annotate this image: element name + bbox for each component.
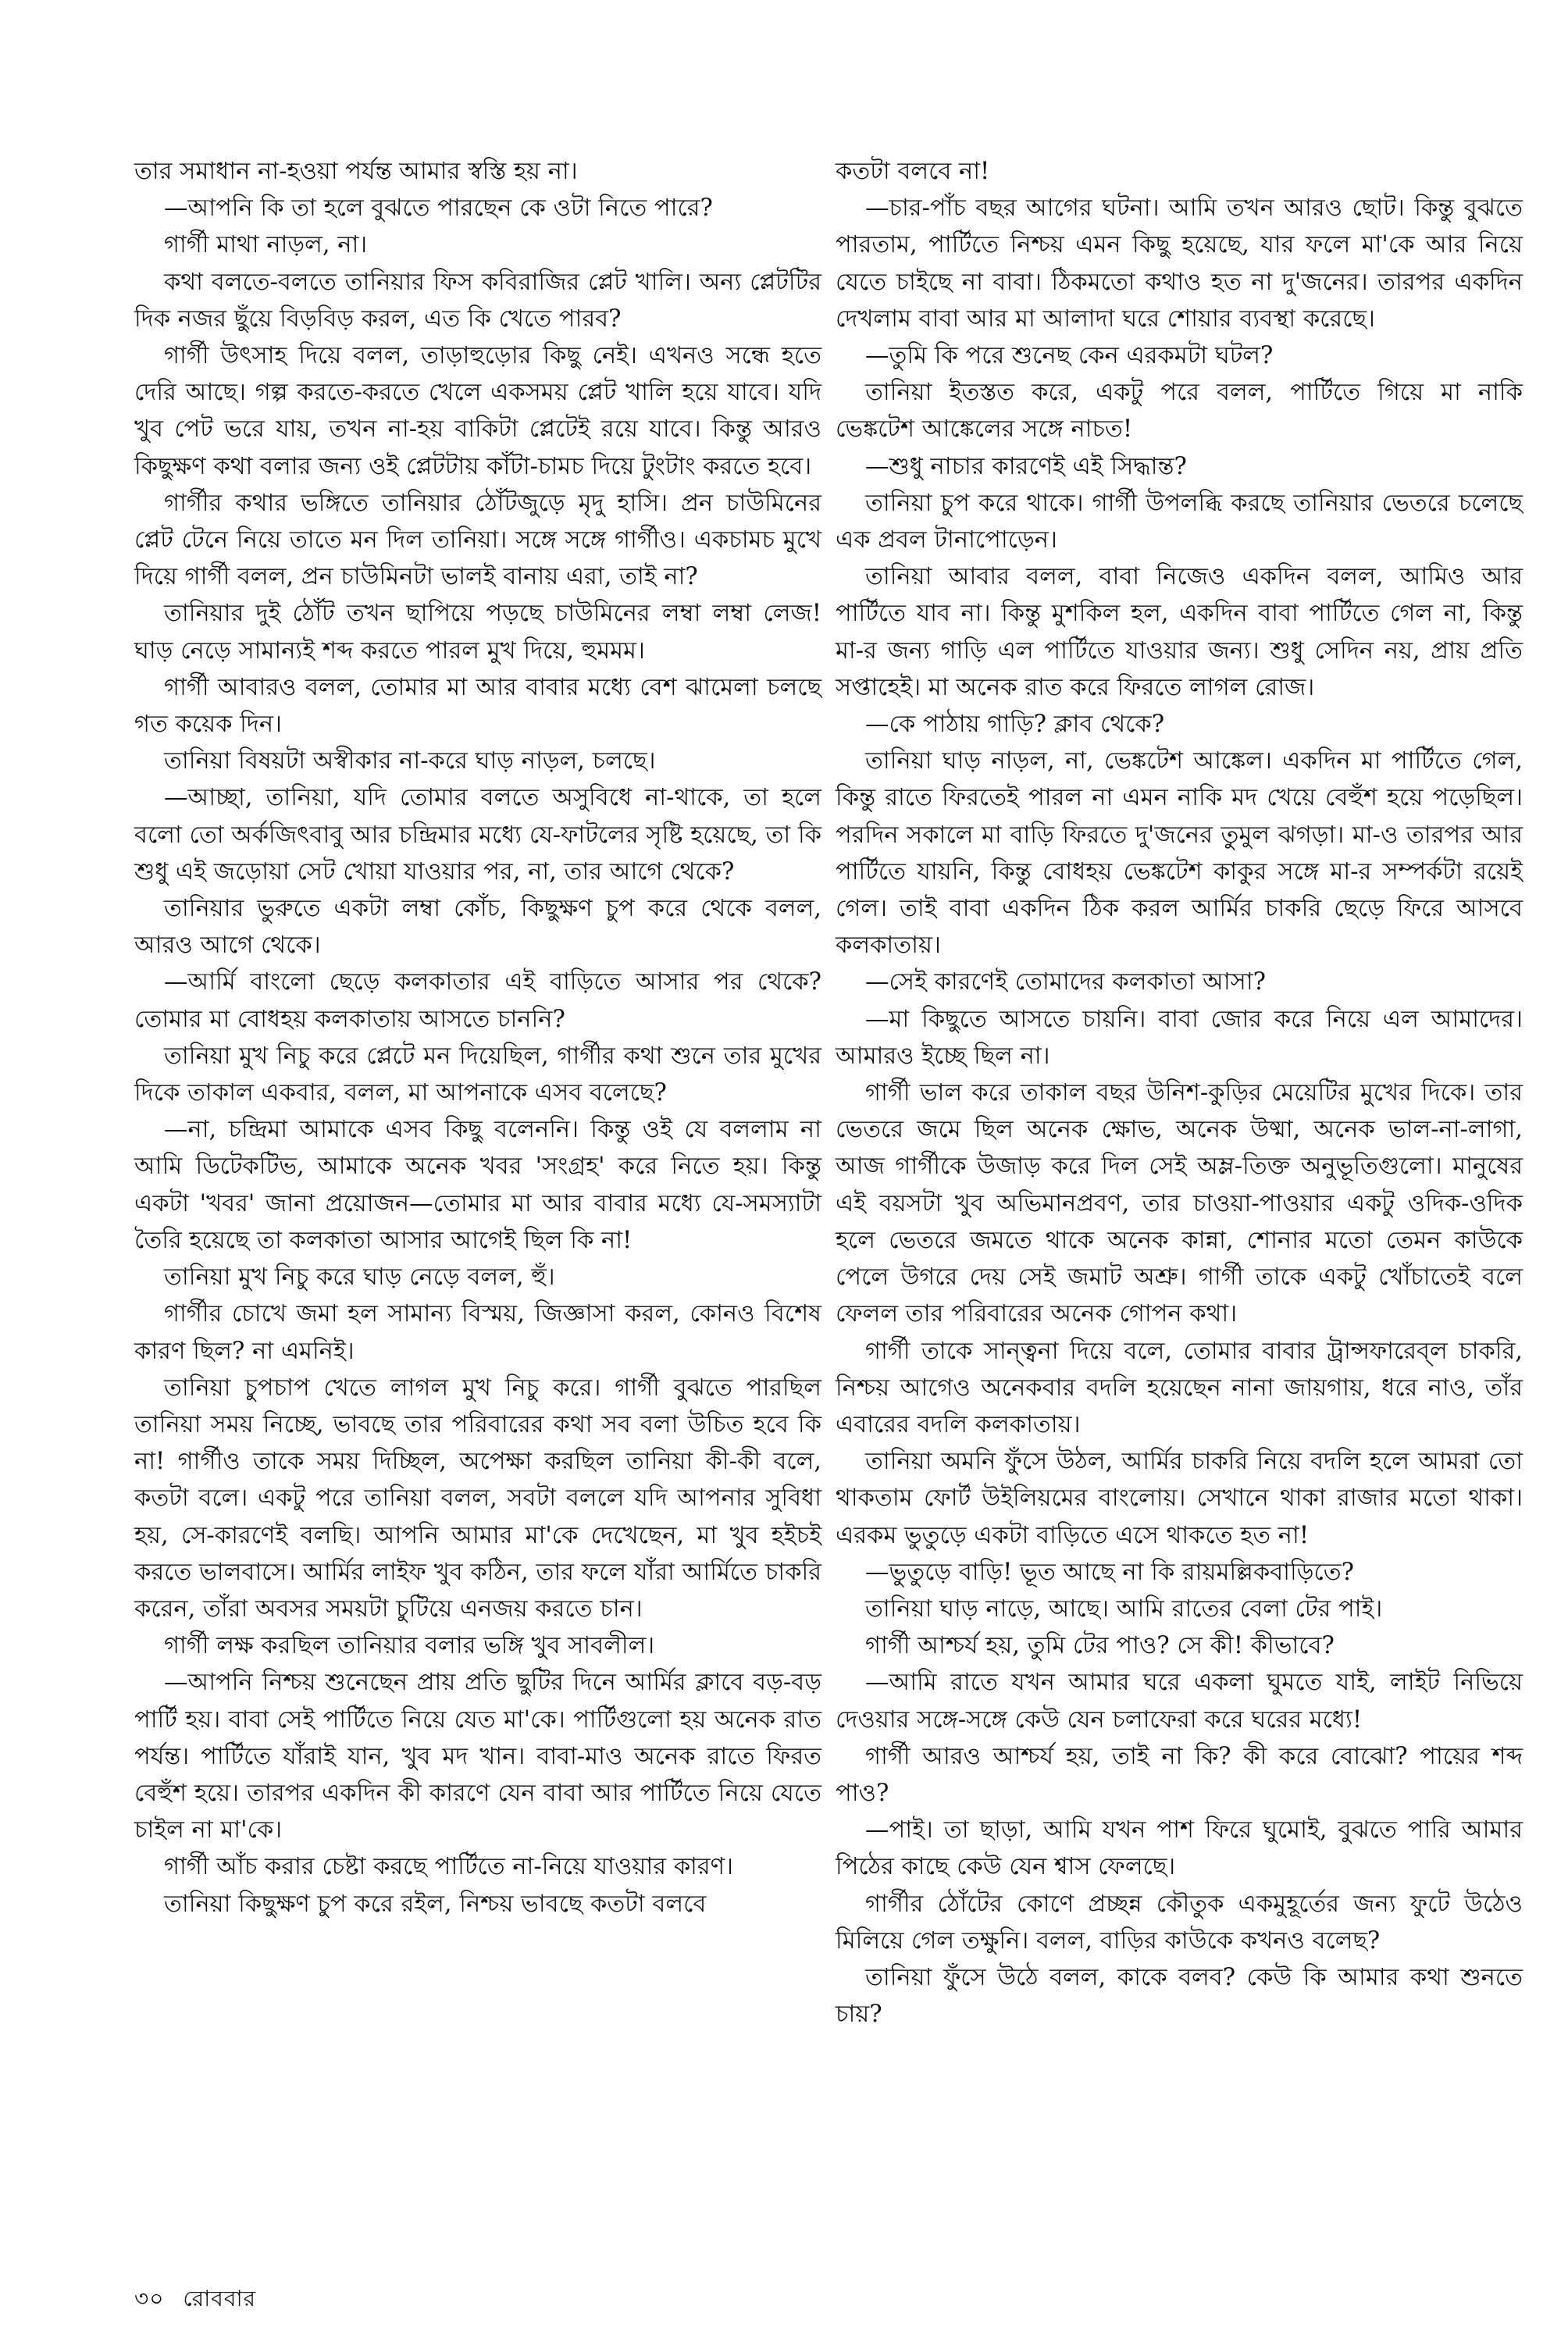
page-footer (134, 2282, 275, 2318)
left-column (134, 153, 821, 1923)
paragraph: তানিয়া ফুঁসে উঠে বলল, কাকে বলব? কেউ কি আমার কথা শুনতে চায়? (836, 1963, 1523, 2029)
paragraph: গার্গী লক্ষ করছিল তানিয়ার বলার ভঙ্গি খুব সাবলীল। (164, 1632, 655, 1660)
paragraph: গার্গীর ঠোঁটের কোণে প্রচ্ছন্ন কৌতুক একমুহূর্তের জন্য ফুটে উঠেও মিলিয়ে গেল তক্ষুনি। বলল, বাড়ির কাউকে কখনও বলেছ? (836, 1890, 1523, 1955)
paragraph: —তুমি কি পরে শুনেছ কেন এরকমটা ঘটল? (865, 342, 1274, 370)
paragraph: গার্গী আঁচ করার চেষ্টা করছে পার্টিতে না-নিয়ে যাওয়ার কারণ। (164, 1853, 734, 1881)
paragraph: গার্গী তাকে সান্ত্বনা দিয়ে বলে, তোমার বাবার ট্রান্সফারেব্‌ল চাকরি, নিশ্চয় আগেও অনেকবার বদলি হয়েছেন নানা জায়গায়, ধরে নাও, তাঁর এবারের বদলি কলকাতায়। (836, 1337, 1523, 1438)
paragraph: তানিয়ার ভুরুতে একটা লম্বা কোঁচ, কিছুক্ষণ চুপ করে থেকে বলল, আরও আগে থেকে। (134, 895, 821, 960)
paragraph: তানিয়া আবার বলল, বাবা নিজেও একদিন বলল, আমিও আর পার্টিতে যাব না। কিন্তু মুশকিল হল, একদিন বাবা পার্টিতে গেল না, কিন্তু মা-র জন্য গাড়ি এল পার্টিতে যাওয়ার জন্য। শুধু সেদিন নয়, প্রায় প্রতি সপ্তাহেই। মা অনেক রাত করে ফিরতে লাগল রোজ। (836, 563, 1523, 701)
paragraph: —চার-পাঁচ বছর আগের ঘটনা। আমি তখন আরও ছোট। কিন্তু বুঝতে পারতাম, পার্টিতে নিশ্চয় এমন কিছু হয়েছে, যার ফলে মা'কে আর নিয়ে যেতে চাইছে না বাবা। ঠিকমতো কথাও হত না দু'জনের। তারপর একদিন দেখলাম বাবা আর মা আলাদা ঘরে শোয়ার ব্যবস্থা করেছে। (836, 194, 1523, 333)
magazine-name: রোববার (183, 2286, 256, 2311)
paragraph: —আর্মি বাংলো ছেড়ে কলকাতার এই বাড়িতে আসার পর থেকে? তোমার মা বোধহয় কলকাতায় আসতে চাননি? (134, 968, 821, 1033)
paragraph: তানিয়ার দুই ঠোঁট তখন ছাপিয়ে পড়ছে চাউমিনের লম্বা লম্বা লেজ! ঘাড় নেড়ে সামান্যই শব্দ করতে পারল মুখ দিয়ে, হুমমম। (134, 600, 821, 665)
paragraph: —ভুতুড়ে বাড়ি! ভূত আছে না কি রায়মল্লিকবাড়িতে? (865, 1558, 1355, 1586)
paragraph: কথা বলতে-বলতে তানিয়ার ফিস কবিরাজির প্লেট খালি। অন্য প্লেটটির দিক নজর ছুঁয়ে বিড়বিড় করল, এত কি খেতে পারব? (134, 268, 821, 333)
paragraph: তানিয়া ঘাড় নাড়ল, না, ভেঙ্কটেশ আঙ্কেল। একদিন মা পার্টিতে গেল, কিন্তু রাতে ফিরতেই পারল না এমন নাকি মদ খেয়ে বেহুঁশ হয়ে পড়েছিল। পরদিন সকালে মা বাড়ি ফিরতে দু'জনের তুমুল ঝগড়া। মা-ও তারপর আর পার্টিতে যায়নি, কিন্তু বোধহয় ভেঙ্কটেশ কাকুর সঙ্গে মা-র সম্পর্কটা রয়েই গেল। তাই বাবা একদিন ঠিক করল আর্মির চাকরি ছেড়ে ফিরে আসবে কলকাতায়। (836, 747, 1523, 960)
paragraph: তার সমাধান না-হওয়া পর্যন্ত আমার স্বস্তি হয় না। (134, 158, 578, 185)
paragraph: তানিয়া বিষয়টা অস্বীকার না-করে ঘাড় নাড়ল, চলছে। (164, 747, 656, 775)
paragraph: কতটা বলবে না! (836, 158, 990, 185)
paragraph: গার্গী আশ্চর্য হয়, তুমি টের পাও? সে কী! কীভাবে? (865, 1632, 1335, 1660)
paragraph: —মা কিছুতে আসতে চায়নি। বাবা জোর করে নিয়ে এল আমাদের। আমারও ইচ্ছে ছিল না। (836, 1005, 1523, 1070)
paragraph: গার্গী আরও আশ্চর্য হয়, তাই না কি? কী করে বোঝো? পায়ের শব্দ পাও? (836, 1742, 1523, 1807)
paragraph: গার্গীর চোখে জমা হল সামান্য বিস্ময়, জিজ্ঞাসা করল, কোনও বিশেষ কারণ ছিল? না এমনিই। (134, 1300, 821, 1365)
paragraph: তানিয়া অমনি ফুঁসে উঠল, আর্মির চাকরি নিয়ে বদলি হলে আমরা তো থাকতাম ফোর্ট উইলিয়মের বাংলোয়। সেখানে থাকা রাজার মতো থাকা। এরকম ভুতুড়ে একটা বাড়িতে এসে থাকতে হত না! (836, 1448, 1523, 1549)
paragraph: তানিয়া মুখ নিচু করে ঘাড় নেড়ে বলল, হুঁ। (164, 1263, 555, 1292)
paragraph: তানিয়া ঘাড় নাড়ে, আছে। আমি রাতের বেলা টের পাই। (865, 1595, 1383, 1623)
paragraph: —আপনি নিশ্চয় শুনেছেন প্রায় প্রতি ছুটির দিনে আর্মির ক্লাবে বড়-বড় পার্টি হয়। বাবা সেই পার্টিতে নিয়ে যেত মা'কে। পার্টিগুলো হয় অনেক রাত পর্যন্ত। পার্টিতে যাঁরাই যান, খুব মদ খান। বাবা-মাও অনেক রাতে ফিরত বেহুঁশ হয়ে। তারপর একদিন কী কারণে যেন বাবা আর পার্টিতে নিয়ে যেতে চাইল না মা'কে। (134, 1669, 821, 1844)
paragraph: গার্গী মাথা নাড়ল, না। (164, 231, 368, 259)
paragraph: তানিয়া কিছুক্ষণ চুপ করে রইল, নিশ্চয় ভাবছে কতটা বলবে (164, 1890, 707, 1918)
paragraph: —সেই কারণেই তোমাদের কলকাতা আসা? (865, 968, 1267, 996)
paragraph: তানিয়া মুখ নিচু করে প্লেটে মন দিয়েছিল, গার্গীর কথা শুনে তার মুখের দিকে তাকাল একবার, বলল, মা আপনাকে এসব বলেছে? (134, 1042, 821, 1107)
paragraph: —পাই। তা ছাড়া, আমি যখন পাশ ফিরে ঘুমোই, বুঝতে পারি আমার পিঠের কাছে কেউ যেন শ্বাস ফেলছে। (836, 1816, 1523, 1881)
paragraph: —কে পাঠায় গাড়ি? ক্লাব থেকে? (865, 711, 1165, 739)
paragraph: গার্গী ভাল করে তাকাল বছর উনিশ-কুড়ির মেয়েটির মুখের দিকে। তার ভেতরে জমে ছিল অনেক ক্ষোভ, অনেক উষ্মা, অনেক ভাল-না-লাগা, আজ গার্গীকে উজাড় করে দিল সেই অম্ল-তিক্ত অনুভূতিগুলো। মানুষের এই বয়সটা খুব অভিমানপ্রবণ, তার চাওয়া-পাওয়ার একটু ওদিক-ওদিক হলে ভেতরে জমতে থাকে অনেক কান্না, শোনার মতো তেমন কাউকে পেলে উগরে দেয় সেই জমাট অশ্রু। গার্গী তাকে একটু খোঁচাতেই বলে ফেলল তার পরিবারের অনেক গোপন কথা। (836, 1079, 1523, 1328)
paragraph: তানিয়া ইতস্তত করে, একটু পরে বলল, পার্টিতে গিয়ে মা নাকি ভেঙ্কটেশ আঙ্কেলের সঙ্গে নাচত! (836, 379, 1523, 444)
page-number: ৩০ (134, 2286, 165, 2311)
paragraph: —না, চন্দ্রিমা আমাকে এসব কিছু বলেননি। কিন্তু ওই যে বললাম না আমি ডিটেকটিভ, আমাকে অনেক খবর 'সংগ্রহ' করে নিতে হয়। কিন্তু একটা 'খবর' জানা প্রয়োজন—তোমার মা আর বাবার মধ্যে যে-সমস্যাটা তৈরি হয়েছে তা কলকাতা আসার আগেই ছিল কি না! (134, 1116, 821, 1254)
paragraph: —আচ্ছা, তানিয়া, যদি তোমার বলতে অসুবিধে না-থাকে, তা হলে বলো তো অর্কজিৎবাবু আর চন্দ্রিমার মধ্যে যে-ফাটলের সৃষ্টি হয়েছে, তা কি শুধু এই জড়োয়া সেট খোয়া যাওয়ার পর, না, তার আগে থেকে? (134, 784, 822, 886)
right-column (836, 153, 1523, 2033)
paragraph: তানিয়া চুপচাপ খেতে লাগল মুখ নিচু করে। গার্গী বুঝতে পারছিল তানিয়া সময় নিচ্ছে, ভাবছে তার পরিবারের কথা সব বলা উচিত হবে কি না! গার্গীও তাকে সময় দিচ্ছিল, অপেক্ষা করছিল তানিয়া কী-কী বলে, কতটা বলে। একটু পরে তানিয়া বলল, সবটা বললে যদি আপনার সুবিধা হয়, সে-কারণেই বলছি। আপনি আমার মা'কে দেখেছেন, মা খুব হইচই করতে ভালবাসে। আর্মির লাইফ খুব কঠিন, তার ফলে যাঁরা আর্মিতে চাকরি করেন, তাঁরা অবসর সময়টা চুটিয়ে এনজয় করতে চান। (134, 1374, 821, 1623)
paragraph: তানিয়া চুপ করে থাকে। গার্গী উপলব্ধি করছে তানিয়ার ভেতরে চলেছে এক প্রবল টানাপোড়েন। (836, 489, 1523, 554)
paragraph: —শুধু নাচার কারণেই এই সিদ্ধান্ত? (865, 452, 1187, 480)
paragraph: —আমি রাতে যখন আমার ঘরে একলা ঘুমতে যাই, লাইট নিভিয়ে দেওয়ার সঙ্গে-সঙ্গে কেউ যেন চলাফেরা করে ঘরের মধ্যে! (836, 1669, 1523, 1734)
paragraph: গার্গীর কথার ভঙ্গিতে তানিয়ার ঠোঁটজুড়ে মৃদু হাসি। প্রন চাউমিনের প্লেট টেনে নিয়ে তাতে মন দিল তানিয়া। সঙ্গে সঙ্গে গার্গীও। একচামচ মুখে দিয়ে গার্গী বলল, প্রন চাউমিনটা ভালই বানায় এরা, তাই না? (134, 489, 821, 591)
paragraph: গার্গী আবারও বলল, তোমার মা আর বাবার মধ্যে বেশ ঝামেলা চলছে গত কয়েক দিন। (134, 673, 821, 739)
paragraph: —আপনি কি তা হলে বুঝতে পারছেন কে ওটা নিতে পারে? (164, 194, 713, 223)
paragraph: গার্গী উৎসাহ দিয়ে বলল, তাড়াহুড়োর কিছু নেই। এখনও সন্ধে হতে দেরি আছে। গল্প করতে-করতে খেলে একসময় প্লেট খালি হয়ে যাবে। যদি খুব পেট ভরে যায়, তখন না-হয় বাকিটা প্লেটেই রয়ে যাবে। কিন্তু আরও কিছুক্ষণ কথা বলার জন্য ওই প্লেটটায় কাঁটা-চামচ দিয়ে টুংটাং করতে হবে। (134, 342, 821, 480)
